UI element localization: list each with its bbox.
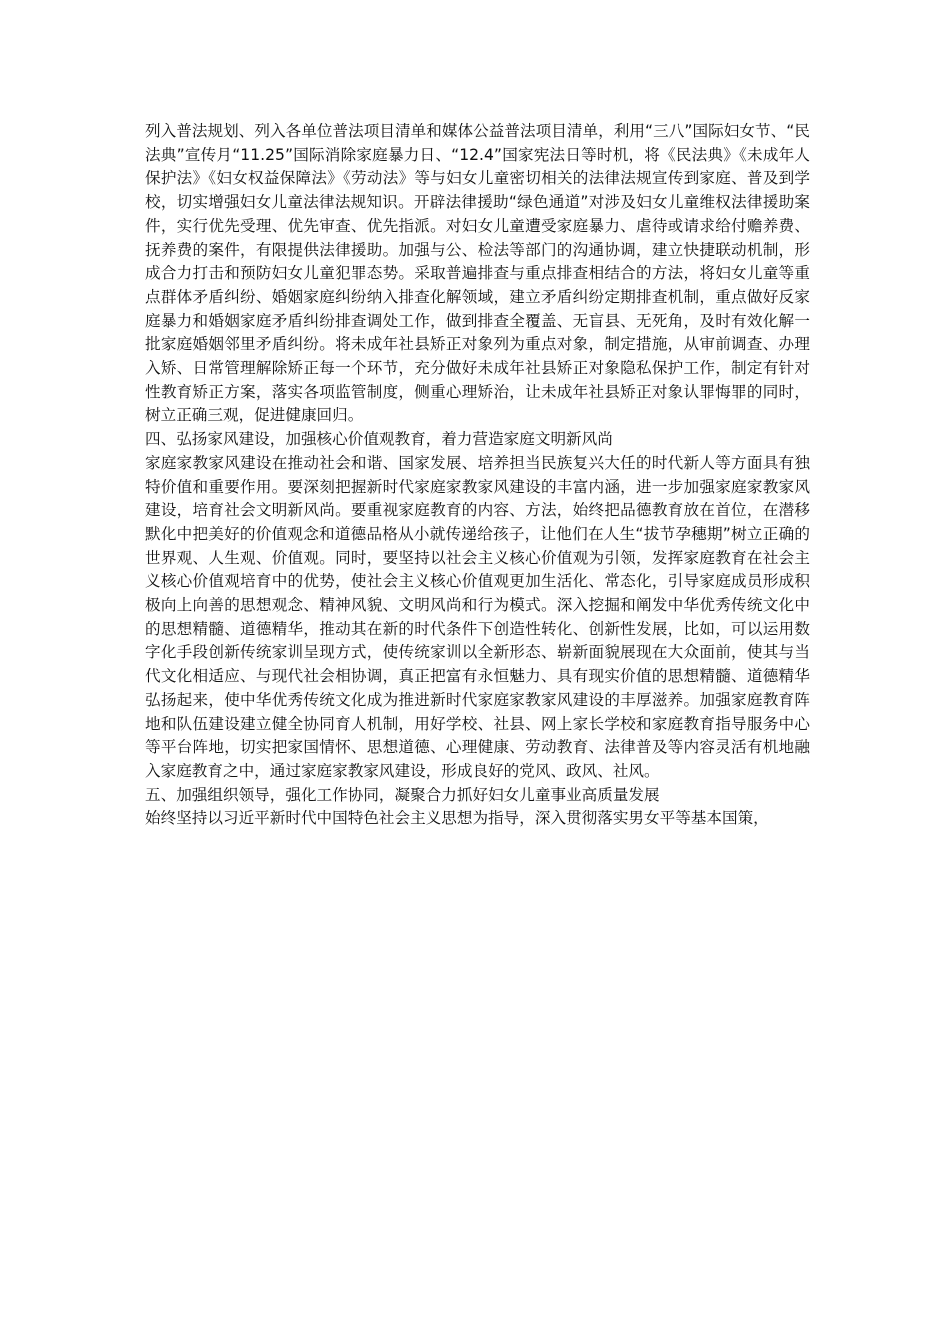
section-heading-five: 五、加强组织领导，强化工作协同，凝聚合力抓好妇女儿童事业高质量发展 [145, 785, 660, 804]
document-body [145, 120, 810, 831]
paragraph-family-values: 家庭家教家风建设在推动社会和谐、国家发展、培养担当民族复兴大任的时代新人等方面具有独特价值和重要作用。要深刻把握新时代家庭家教家风建设的丰富内涵，进一步加强家庭家教家风建设，培育社会文明新风尚。要重视家庭教育的内容、方法，始终把品德教育放在首位，在潜移默化中把美好的价值观念和道德品格从小就传递给孩子，让他们在人生“拔节孕穗期”树立正确的世界观、人生观、价值观。同时，要坚持以社会主义核心价值观为引领，发挥家庭教育在社会主义核心价值观培育中的优势，使社会主义核心价值观更加生活化、常态化，引导家庭成员形成积极向上向善的思想观念、精神风貌、文明风尚和行为模式。深入挖掘和阐发中华优秀传统文化中的思想精髓、道德精华，推动其在新的时代条件下创造性转化、创新性发展，比如，可以运用数字化手段创新传统家训呈现方式，使传统家训以全新形态、崭新面貌展现在大众面前，使其与当代文化相适应、与现代社会相协调，真正把富有永恒魅力、具有现实价值的思想精髓、道德精华弘扬起来，使中华优秀传统文化成为推进新时代家庭家教家风建设的丰厚滋养。加强家庭教育阵地和队伍建设建立健全协同育人机制，用好学校、社县、网上家长学校和家庭教育指导服务中心等平台阵地，切实把家国情怀、思想道德、心理健康、劳动教育、法律普及等内容灵活有机地融入家庭教育之中，通过家庭家教家风建设，形成良好的党风、政风、社风。 [145, 453, 810, 780]
paragraph-legal-aid: 列入普法规划、列入各单位普法项目清单和媒体公益普法项目清单，利用“三八”国际妇女节、“民法典”宣传月“11.25”国际消除家庭暴力日、“12.4”国家宪法日等时机，将《民法典》《未成年人保护法》《妇女权益保障法》《劳动法》等与妇女儿童密切相关的法律法规宣传到家庭、普及到学校，切实增强妇女儿童法律法规知识。开辟法律援助“绿色通道”对涉及妇女儿童维权法律援助案件，实行优先受理、优先审查、优先指派。对妇女儿童遭受家庭暴力、虐待或请求给付赡养费、抚养费的案件，有限提供法律援助。加强与公、检法等部门的沟通协调，建立快捷联动机制，形成合力打击和预防妇女儿童犯罪态势。采取普遍排查与重点排查相结合的方法，将妇女儿童等重点群体矛盾纠纷、婚姻家庭纠纷纳入排查化解领域，建立矛盾纠纷定期排查机制，重点做好反家庭暴力和婚姻家庭矛盾纠纷排查调处工作，做到排查全覆盖、无盲县、无死角，及时有效化解一批家庭婚姻邻里矛盾纠纷。将未成年社县矫正对象列为重点对象，制定措施，从审前调查、办理入矫、日常管理解除矫正每一个环节，充分做好未成年社县矫正对象隐私保护工作，制定有针对性教育矫正方案，落实各项监管制度，侧重心理矫治，让未成年社县矫正对象认罪悔罪的同时，树立正确三观，促进健康回归。 [145, 122, 810, 425]
paragraph-organization: 始终坚持以习近平新时代中国特色社会主义思想为指导，深入贯彻落实男女平等基本国策， [145, 809, 769, 828]
section-heading-four: 四、弘扬家风建设，加强核心价值观教育，着力营造家庭文明新风尚 [145, 430, 613, 449]
